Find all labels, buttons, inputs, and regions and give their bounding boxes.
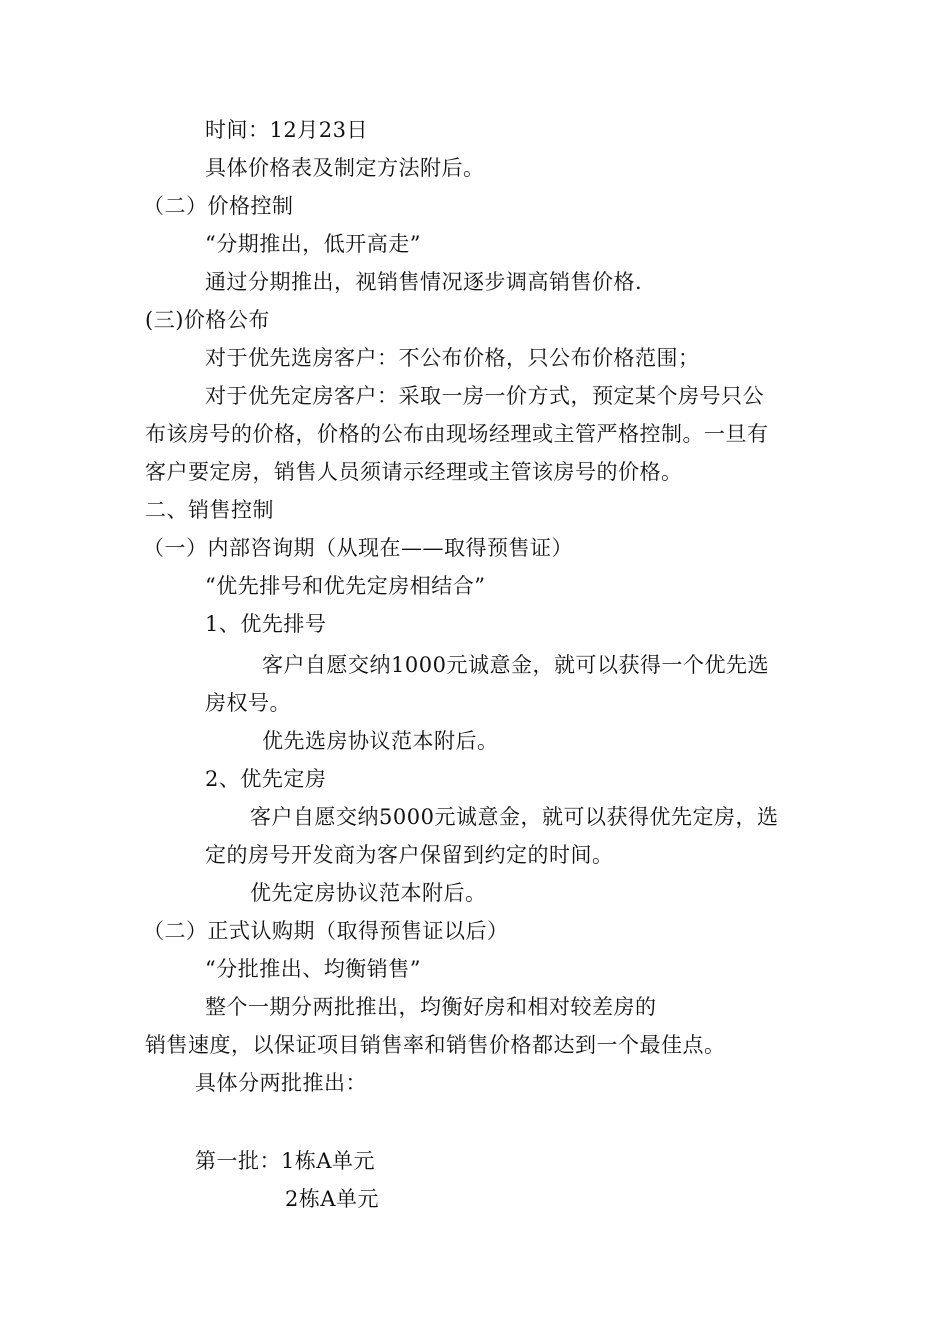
text-line-slogan-combine: “优先排号和优先定房相结合” [205, 574, 486, 598]
text-line-price-table: 具体价格表及制定方法附后。 [205, 156, 485, 180]
text-line-time: 时间：12月23日 [205, 118, 368, 142]
text-line-select-template: 优先选房协议范本附后。 [262, 729, 499, 753]
heading-internal-consult: （一）内部咨询期（从现在——取得预售证） [143, 536, 573, 560]
text-line-two-batches-1: 整个一期分两批推出，均衡好房和相对较差房的 [205, 995, 657, 1019]
text-line-two-batches-2: 销售速度，以保证项目销售率和销售价格都达到一个最佳点。 [145, 1033, 726, 1057]
text-line-priority-book-1: 对于优先定房客户：采取一房一价方式，预定某个房号只公 [205, 384, 764, 408]
text-line-deposit-1000-2: 房权号。 [205, 691, 291, 715]
heading-sales-control: 二、销售控制 [145, 498, 274, 522]
text-line-deposit-5000-2: 定的房号开发商为客户保留到约定的时间。 [205, 843, 614, 867]
heading-formal-subscription: （二）正式认购期（取得预售证以后） [143, 919, 509, 943]
text-line-phased-raise: 通过分期推出，视销售情况逐步调高销售价格. [205, 270, 643, 294]
text-line-priority-book-3: 客户要定房，销售人员须请示经理或主管该房号的价格。 [145, 460, 683, 484]
text-line-building-2a: 2栋A单元 [285, 1187, 380, 1211]
text-line-priority-select: 对于优先选房客户：不公布价格，只公布价格范围； [205, 346, 700, 370]
text-line-deposit-1000-1: 客户自愿交纳1000元诚意金，就可以获得一个优先选 [262, 653, 769, 677]
text-line-booking-template: 优先定房协议范本附后。 [250, 881, 487, 905]
heading-price-publish: (三)价格公布 [145, 308, 270, 332]
text-line-slogan-batch: “分批推出、均衡销售” [205, 957, 421, 981]
text-line-batch-intro: 具体分两批推出： [195, 1071, 367, 1095]
text-line-slogan-phased: “分期推出，低开高走” [205, 232, 421, 256]
heading-priority-number: 1、优先排号 [205, 612, 327, 636]
text-line-priority-book-2: 布该房号的价格，价格的公布由现场经理或主管严格控制。一旦有 [145, 422, 769, 446]
heading-priority-booking: 2、优先定房 [205, 767, 327, 791]
heading-price-control: （二）价格控制 [143, 194, 294, 218]
text-line-deposit-5000-1: 客户自愿交纳5000元诚意金，就可以获得优先定房，选 [250, 805, 779, 829]
text-line-first-batch: 第一批：1栋A单元 [195, 1149, 376, 1173]
